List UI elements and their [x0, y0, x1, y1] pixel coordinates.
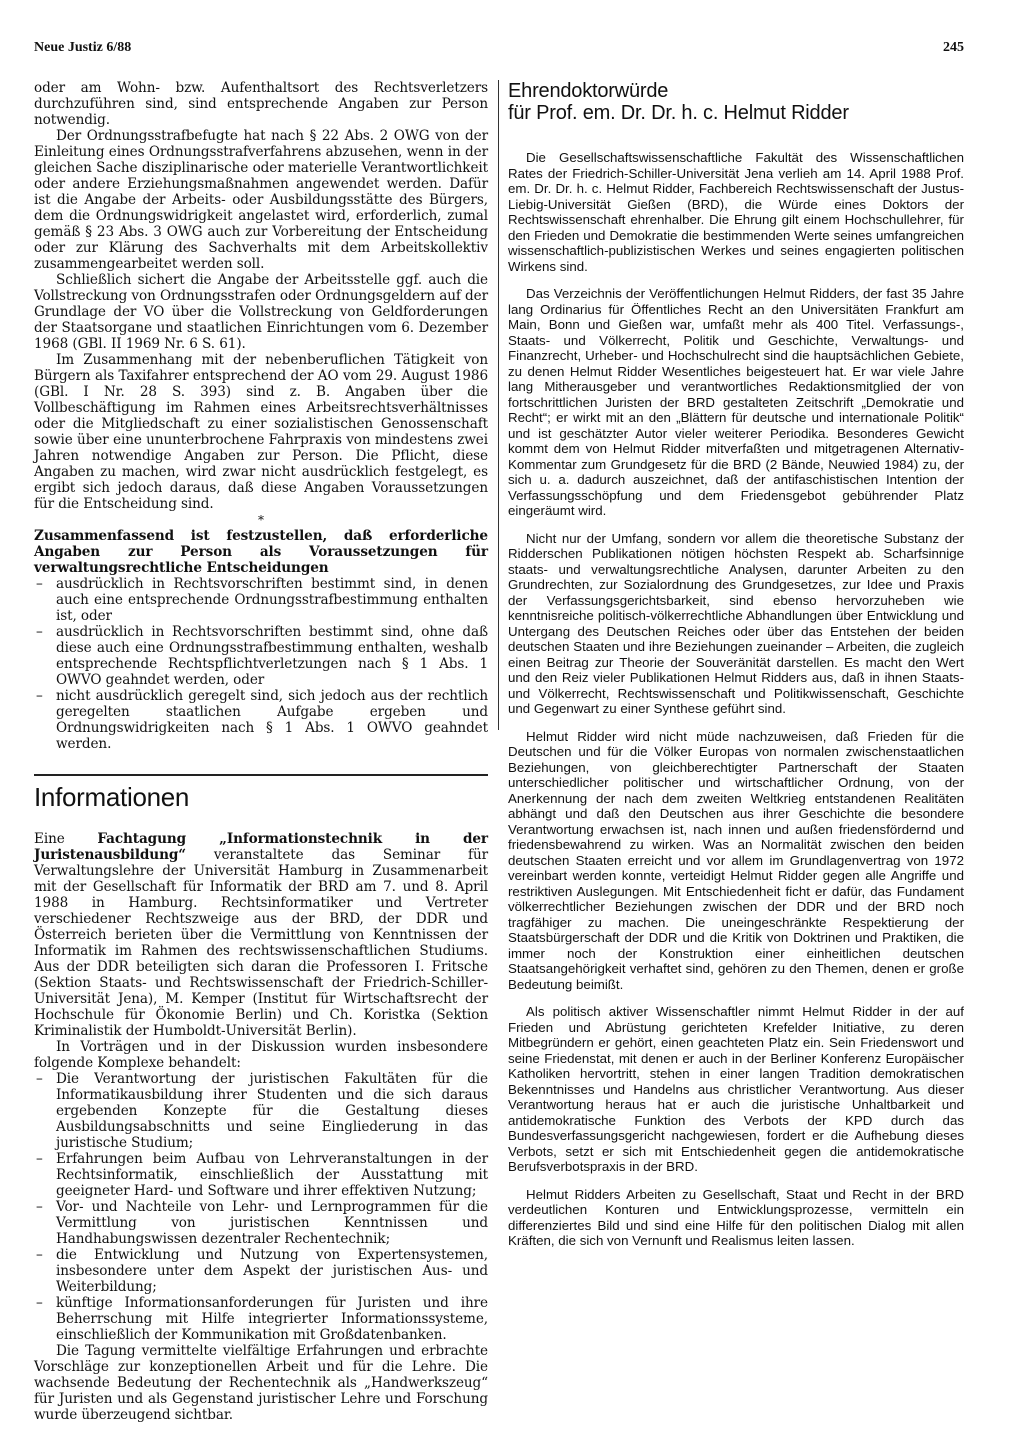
paragraph: Helmut Ridder wird nicht müde nachzuweisen, daß Frieden für die Deutschen und für die Völker Europas von normalen zwischenstaatlichen Beziehungen, von gleichberechtigter Partnerschaft der Staaten unterschiedlicher politischer und wirtschaftlicher Ordnung, von der Anerkennung der nach dem zweiten Weltkrieg entstandenen Realitäten abhängt und daß den Deutschen aus ihrer Geschichte die besondere Verantwortung erwachsen ist, nach innen und außen friedensfördernd und friedensbewahrend zu wirken. Was an Normalität zwischen den beiden deutschen Staaten erreicht und vor allem im Grundlagenvertrag von 1972 vereinbart werden konnte, verteidigt Helmut Ridder gegen alle Angriffe und restriktiven Auslegungen. Mit Entschiedenheit ficht er dafür, das Fundament völkerrechtlicher Beziehungen zwischen der DDR und der BRD noch tragfähiger zu machen. Die uneingeschränkte Respektierung der Staatsbürgerschaft der DDR und die Kritik von Doktrinen und Praktiken, die immer noch der Konstruktion einer einheitlichen deutschen Staatsangehörigkeit verhaftet sind, gehören zu den Themen, denen er große Bedeutung beimißt.: [508, 728, 964, 992]
paragraph: Nicht nur der Umfang, sondern vor allem die theoretische Substanz der Ridderschen Publikationen nötigen höchsten Respekt ab. Scharfsinnige staats- und verwaltungsrechtliche Analysen, darunter Arbeiten zu den Grundrechten, zur Sozialordnung des Grundgesetzes, zur Idee und Praxis der Verfassungsgerichtsbarkeit, sind ebenso hervorzuheben wie kenntnisreiche politisch-völkerrechtliche Abhandlungen über Entwicklung und Untergang des Deutschen Reiches oder über das Entstehen der beiden deutschen Staaten und ihre Beziehungen zueinander – Arbeiten, die zugleich einen Beitrag zur Theorie der Souveränität darstellen. Es macht den Wert und den Reiz vieler Publikationen Helmut Ridders aus, daß in ihnen Staats- und Völkerrecht, Rechtswissenschaft und Politikwissenschaft, Geschichte und Gegenwart zu einer Synthese geführt sind.: [508, 530, 964, 716]
running-head: [34, 40, 964, 56]
list-item: – nicht ausdrücklich geregelt sind, sich jedoch aus der rechtlich geregelten staatlichen Aufgabe ergeben und Ordnungswidrigkeiten nach § 1 Abs. 1 OWVO geahndet werden.: [34, 688, 488, 752]
left-column: [34, 80, 488, 1423]
ridder-article: [508, 150, 964, 1249]
list-item: – Die Verantwortung der juristischen Fakultäten für die Informatikausbildung ihrer Studenten und die sich daraus ergebenden Konzepte für die Gestaltung dieses Ausbildungsabschnitts und seine Eingliederung in das juristische Studium;: [34, 1071, 488, 1151]
paragraph: oder am Wohn- bzw. Aufenthaltsort des Rechtsverletzers durchzuführen sind, sind entsprechende Angaben zur Person notwendig.: [34, 80, 488, 128]
paragraph: Die Gesellschaftswissenschaftliche Fakultät des Wissenschaftlichen Rates der Friedrich-Schiller-Universität Jena verlieh am 14. April 1988 Prof. em. Dr. Dr. h. c. Helmut Ridder, Fachbereich Rechtswissenschaft der Justus-Liebig-Universität Gießen (BRD), die Würde eines Doktors der Rechtswissenschaft ehrenhalber. Die Ehrung gilt einem Hochschullehrer, für den Frieden und Demokratie die bestimmenden Werte seines umfangreichen wissenschaftlich-publizistischen Werkes und seines engagierten politischen Wirkens sind.: [508, 150, 964, 274]
list-item: – ausdrücklich in Rechtsvorschriften bestimmt sind, in denen auch eine entsprechende Ordnungsstrafbestimmung enthalten ist, oder: [34, 576, 488, 624]
article-heading: [508, 80, 964, 124]
intro-text: veranstaltete das Seminar für Verwaltungslehre der Universität Hamburg in Zusammenarbeit mit der Gesellschaft für Informatik der BRD am 7. und 8. April 1988 in Hamburg. Rechtsinformatiker und Vertreter verschiedener Rechtszweige aus der BRD, der DDR und Österreich berieten über die Vermittlung von Kenntnissen der Informatik im Rahmen des rechtswissenschaftlichen Studiums. Aus der DDR beteiligten sich daran die Professoren I. Fritsche (Sektion Staats- und Rechtswissenschaft der Friedrich-Schiller-Universität Jena), M. Kemper (Institut für Wirtschaftsrecht der Hochschule für Ökonomie Berlin) und Ch. Koristka (Sektion Kriminalistik der Humboldt-Universität Berlin).: [34, 847, 488, 1039]
paragraph: Das Verzeichnis der Veröffentlichungen Helmut Ridders, der fast 35 Jahre lang Ordinarius für Öffentliches Recht an den Universitäten Frankfurt am Main, Bonn und Gießen war, umfaßt mehr als 400 Titel. Verfassungs-, Staats- und Völkerrecht, Politik und Geschichte, Verwaltungs- und Finanzrecht, Urheber- und Hochschulrecht sind die hauptsächlichen Gebiete, zu denen Helmut Ridder Wesentliches beigesteuert hat. Er war viele Jahre lang Mitherausgeber und verantwortliches Redaktionsmitglied der von fortschrittlichen Juristen der BRD gestalteten Zeitschrift „Demokratie und Recht“; er wirkt mit an den „Blättern für deutsche und internationale Politik“ und ist geschätzter Autor vieler weiterer Periodika. Besonderes Gewicht kommt dem von Helmut Ridder mitverfaßten und mitgetragenen Alternativ-Kommentar zum Grundgesetz für die BRD (2 Bände, Neuwied 1984) zu, der sich u. a. dadurch auszeichnet, daß der antifaschistischen Intention der Verfassungsschöpfung und dem Friedensgebot gebührender Platz eingeräumt wird.: [508, 286, 964, 518]
section-rule: [34, 774, 488, 776]
list-item: – künftige Informationsanforderungen für Juristen und ihre Beherrschung mit Hilfe integrierter Informationssysteme, einschließlich der Kommunikation mit Großdatenbanken.: [34, 1295, 488, 1343]
right-column: [508, 80, 964, 1249]
list-item: – ausdrücklich in Rechtsvorschriften bestimmt sind, ohne daß diese auch eine Ordnungsstrafbestimmung enthalten, weshalb entsprechende Rechtspflichtverletzungen nach § 1 Abs. 1 OWVO geahndet werden, oder: [34, 624, 488, 688]
paragraph: Schließlich sichert die Angabe der Arbeitsstelle ggf. auch die Vollstreckung von Ordnungsstrafen oder Ordnungsgeldern auf der Grundlage der VO über die Vollstreckung von Geldforderungen der Staatsorgane und staatlichen Einrichtungen vom 6. Dezember 1968 (GBl. II 1969 Nr. 6 S. 61).: [34, 272, 488, 352]
intro-text: Eine: [34, 831, 98, 847]
paragraph: Die Tagung vermittelte vielfältige Erfahrungen und erbrachte Vorschläge zur konzeptionellen Arbeit und für die Lehre. Die wachsende Bedeutung der Rechentechnik als „Handwerkszeug“ für Juristen und als Gegenstand juristischer Lehre und Forschung wurde überzeugend sichtbar.: [34, 1343, 488, 1423]
heading-line: Ehrendoktorwürde: [508, 80, 669, 102]
paragraph: Helmut Ridders Arbeiten zu Gesellschaft, Staat und Recht in der BRD verdeutlichen Konturen und Entwicklungsprozesse, vermitteln ein differenziertes Bild und sind eine Hilfe für den politischen Dialog mit allen Kräften, die sich von Vernunft und Realismus leiten lassen.: [508, 1186, 964, 1248]
topic-list: [34, 1071, 488, 1343]
journal-title: Neue Justiz 6/88: [34, 40, 132, 55]
list-item: – die Entwicklung und Nutzung von Expertensystemen, insbesondere unter dem Aspekt der juristischen Aus- und Weiterbildung;: [34, 1247, 488, 1295]
informationen-article: [34, 831, 488, 1423]
heading-line: für Prof. em. Dr. Dr. h. c. Helmut Ridder: [508, 102, 849, 124]
info-intro: [34, 831, 488, 1039]
list-item: – Erfahrungen beim Aufbau von Lehrveranstaltungen in der Rechtsinformatik, einschließlich der Ausstattung mit geeigneter Hard- und Software und ihrer effektiven Nutzung;: [34, 1151, 488, 1199]
section-heading: Informationen: [34, 782, 190, 812]
article-continuation: [34, 80, 488, 752]
page-number: 245: [943, 40, 964, 55]
summary-list: [34, 576, 488, 752]
paragraph: In Vorträgen und in der Diskussion wurden insbesondere folgende Komplexe behandelt:: [34, 1039, 488, 1071]
section-separator: *: [258, 513, 264, 527]
summary-intro: Zusammenfassend ist festzustellen, daß erforderliche Angaben zur Person als Voraussetzungen für verwaltungsrechtliche Entscheidungen: [34, 528, 488, 576]
event-title: Fachtagung „Informationstechnik in der Juristenausbildung“: [34, 831, 488, 863]
column-divider: [498, 80, 499, 730]
paragraph: Als politisch aktiver Wissenschaftler nimmt Helmut Ridder in der auf Frieden und Abrüstung gerichteten Krefelder Initiative, zu deren Mitbegründern er gehört, einen geachteten Platz ein. Sein Friedenswort und seine Friedenstat, mit denen er auch in der Berliner Konferenz Europäischer Katholiken hervortritt, stehen in einer langen Tradition demokratischen Bekenntnisses und Handelns aus christlicher Verantwortung. Aus dieser Verantwortung heraus hat er auch die juristische Unhaltbarkeit und antidemokratische Funktion des Verbots der KPD durch das Bundesverfassungsgericht nachgewiesen, fordert er die Aufhebung dieses Verbots, setzt er sich mit Entschiedenheit gegen die antidemokratische Berufsverbotspraxis in der BRD.: [508, 1004, 964, 1174]
paragraph: Im Zusammenhang mit der nebenberuflichen Tätigkeit von Bürgern als Taxifahrer entsprechend der AO vom 29. August 1986 (GBl. I Nr. 28 S. 393) sind z. B. Angaben über die Vollbeschäftigung im Rahmen eines Arbeitsrechtsverhältnisses oder die Mitgliedschaft zu einer sozialistischen Genossenschaft sowie über eine ununterbrochene Fahrpraxis von mindestens zwei Jahren notwendige Angaben zur Person. Die Pflicht, diese Angaben zu machen, wird zwar nicht ausdrücklich festgelegt, es ergibt sich jedoch daraus, daß diese Angaben Voraussetzungen für die Entscheidung sind.: [34, 352, 488, 512]
list-item: – Vor- und Nachteile von Lehr- und Lernprogrammen für die Vermittlung von juristischen Kenntnissen und Handhabungswissen dezentraler Rechentechnik;: [34, 1199, 488, 1247]
paragraph: Der Ordnungsstrafbefugte hat nach § 22 Abs. 2 OWG von der Einleitung eines Ordnungsstrafverfahrens abzusehen, wenn in der gleichen Sache disziplinarische oder materielle Verantwortlichkeit oder andere Erziehungsmaßnahmen angewendet werden. Dafür ist die Angabe der Arbeits- oder Ausbildungsstätte des Bürgers, dem die Ordnungswidrigkeit angelastet wird, erforderlich, zumal gemäß § 23 Abs. 3 OWG auch zur Vorbereitung der Entscheidung oder zur Klärung des Sachverhalts mit dem Arbeitskollektiv zusammengearbeitet werden soll.: [34, 128, 488, 272]
